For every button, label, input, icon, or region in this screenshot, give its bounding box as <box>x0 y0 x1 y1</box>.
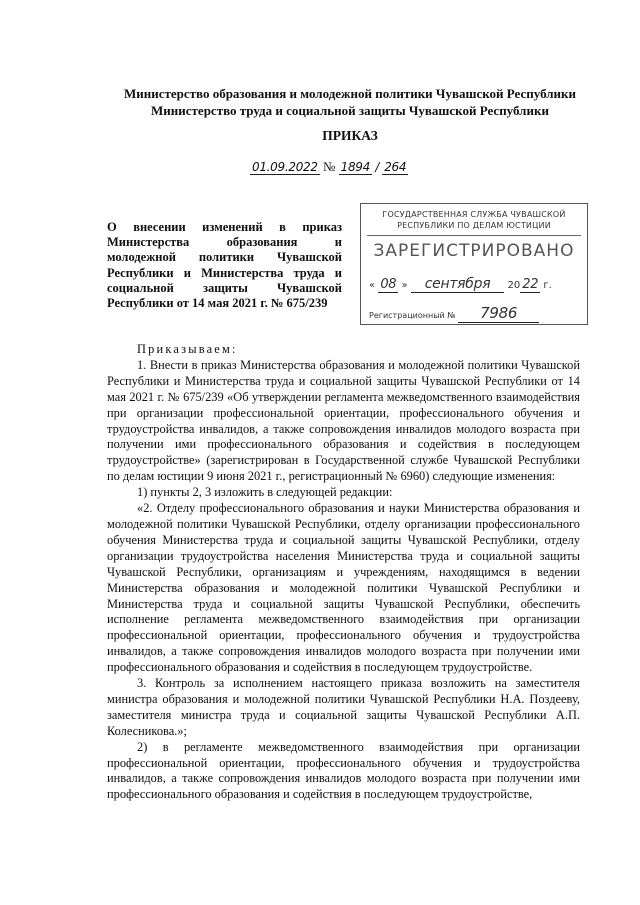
document-type-title: ПРИКАЗ <box>322 128 378 143</box>
stamp-reg-label: Регистрационный № <box>369 311 456 320</box>
stamp-authority-line2: РЕСПУБЛИКИ ПО ДЕЛАМ ЮСТИЦИИ <box>397 221 551 230</box>
stamp-day: 08 <box>380 277 397 292</box>
stamp-year-g: г. <box>543 280 552 291</box>
stamp-date <box>369 276 579 292</box>
order-subject: О внесении изменений в приказ Министерства образования и молодежной политики Чувашской Республики и Министерства труда и социальной защиты Чувашской Республики от 14 мая 2021 г. № 675/239 <box>107 220 342 311</box>
number-separator: / <box>375 160 379 174</box>
stamp-month: сентября <box>411 276 505 293</box>
registration-stamp <box>360 203 588 325</box>
paragraph-new-clause-3: 3. Контроль за исполнением настоящего приказа возложить на заместителя министра образования и молодежной политики Чувашской Республики Н.А. Поздееву, заместителя министра труда и социальной защиты Чувашской Республики А.П. Колесникова.»; <box>107 676 580 738</box>
order-directive: Приказываем: <box>137 342 238 356</box>
ministry-education: Министерство образования и молодежной политики Чувашской Республики <box>123 86 577 101</box>
stamp-year-suffix: 22 <box>522 277 539 292</box>
order-number-1: 1894 <box>340 160 370 174</box>
stamp-open-quote: « <box>369 280 376 291</box>
number-sign: № <box>322 159 336 174</box>
stamp-year-prefix: 20 <box>507 280 521 291</box>
stamp-registered: ЗАРЕГИСТРИРОВАНО <box>373 241 575 261</box>
stamp-authority-line1: ГОСУДАРСТВЕННАЯ СЛУЖБА ЧУВАШСКОЙ <box>382 210 566 219</box>
order-date-number <box>250 159 450 179</box>
paragraph-subitem-1: 1) пункты 2, 3 изложить в следующей редакции: <box>137 485 393 500</box>
stamp-reg-number <box>369 304 579 322</box>
order-body <box>107 342 580 803</box>
issuing-authorities <box>100 85 600 119</box>
order-date: 01.09.2022 <box>252 160 318 174</box>
paragraph-item-1: 1. Внести в приказ Министерства образования и молодежной политики Чувашской Республики и Министерства труда и социальной защиты Чувашской Республики от 14 мая 2021 г. № 675/239 «Об утверждении регламента межведомственного взаимодействия при организации профессиональной ориентации, профессионального обучения и трудоустройства инвалидов, а также сопровождения инвалидов молодого возраста при получении ими профессионального образования и содействия в последующем трудоустройстве» (зарегистрирован в Государственной службе Чувашской Республики по делам юстиции 9 июня 2021 г., регистрационный № 6960) следующие изменения: <box>107 357 580 484</box>
stamp-reg-value: 7986 <box>458 304 539 323</box>
paragraph-new-clause-2: «2. Отделу профессионального образования и науки Министерства образования и молодежной политики Чувашской Республики, отделу организации профессионального обучения Министерства труда и социальной защиты Чувашской Республики, отделу организации трудоустройства населения Министерства труда и социальной защиты Чувашской Республики, организациям и учреждениям, находящимся в ведении Министерства образования и молодежной политики Чувашской Республики и Министерства труда и социальной защиты Чувашской Республики, обеспечить исполнение регламента межведомственного взаимодействия при организации профессиональной ориентации, профессионального обучения и трудоустройства инвалидов, а также сопровождения инвалидов молодого возраста при получении ими профессионального образования и содействия в последующем трудоустройстве. <box>107 501 580 675</box>
paragraph-subitem-2: 2) в регламенте межведомственного взаимодействия при организации профессиональной ориентации, профессионального обучения и трудоустройства инвалидов, а также сопровождения инвалидов молодого возраста при получении ими профессионального образования и содействия в последующем трудоустройстве, <box>107 739 580 802</box>
order-number-2: 264 <box>384 160 407 174</box>
stamp-close-quote: » <box>401 280 408 291</box>
stamp-divider <box>367 235 581 236</box>
ministry-labor: Министерство труда и социальной защиты Чувашской Республики <box>151 103 549 118</box>
